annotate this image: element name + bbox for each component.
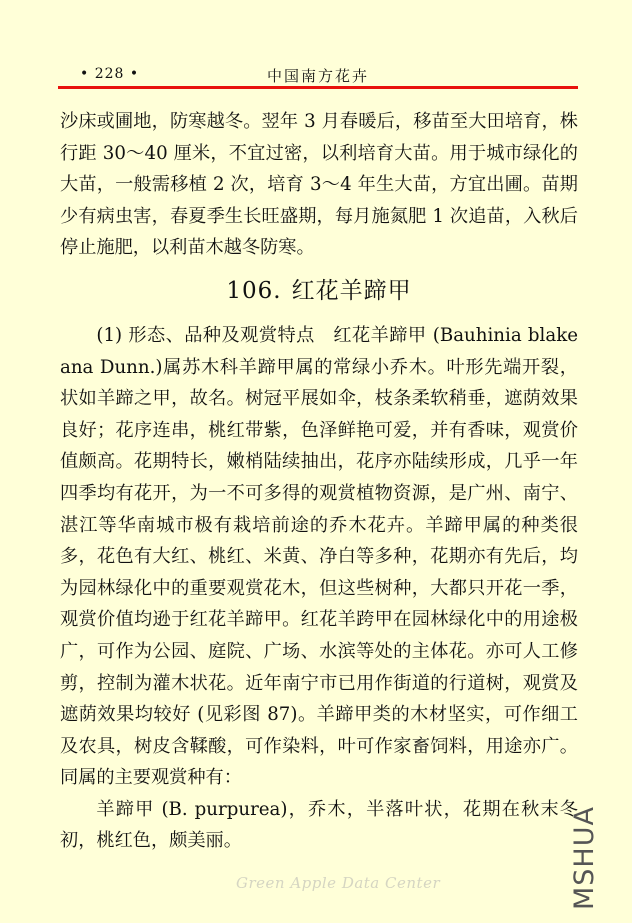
description-paragraph: (1) 形态、品种及观赏特点 红花羊蹄甲 (Bauhinia blakeana Dunn.)属苏木科羊蹄甲属的常绿小乔木。叶形先端开裂，状如羊蹄之甲，故名。树冠平展如伞，枝条柔软稍垂，遮荫效果良好；花序连串，桃红带紫，色泽鲜艳可爱，并有香味，观赏价值颇高。花期特长，嫩梢陆续抽出，花序亦陆续形成，几乎一年四季均有花开，为一不可多得的观赏植物资源，是广州、南宁、湛江等华南城市极有栽培前途的乔木花卉。羊蹄甲属的种类很多，花色有大红、桃红、米黄、净白等多种，花期亦有先后，均为园林绿化中的重要观赏花木，但这些树种，大都只开花一季，观赏价值均逊于红花羊蹄甲。红花羊跨甲在园林绿化中的用途极广，可作为公园、庭院、广场、水滨等处的主体花。亦可人工修剪，控制为灌木状花。近年南宁市已用作街道的行道树，观赏及遮荫效果均较好 (见彩图 87)。羊蹄甲类的木材坚实，可作细工及农具，树皮含鞣酸，可作染料，叶可作家畜饲料，用途亦广。同属的主要观赏种有： <box>60 324 578 789</box>
running-title: 中国南方花卉 <box>266 67 369 85</box>
page-number: • 228 • <box>80 66 140 82</box>
header-rule <box>58 86 578 89</box>
intro-paragraph: 沙床或圃地，防寒越冬。翌年 3 月春暖后，移苗至大田培育，株行距 30～40 厘米，不宜过密，以利培育大苗。用于城市绿化的大苗，一般需移植 2 次，培育 3～4 年生大苗，方宜出圃。苗期少有病虫害，春夏季生长旺盛期，每月施氮肥 1 次追苗，入秋后停止施肥，以利苗木越冬防寒。 <box>60 111 578 259</box>
side-watermark: MSHUA <box>569 806 600 910</box>
page-header <box>58 62 578 86</box>
page-body <box>60 106 578 857</box>
species-paragraph: 羊蹄甲 (B. purpurea)，乔木，半落叶状，花期在秋末冬初，桃红色，颇美丽。 <box>60 798 578 852</box>
section-number: 106. <box>226 277 282 304</box>
section-title: 红花羊蹄甲 <box>291 277 412 304</box>
section-heading <box>60 276 578 306</box>
bottom-watermark: Green Apple Data Center <box>236 874 441 892</box>
